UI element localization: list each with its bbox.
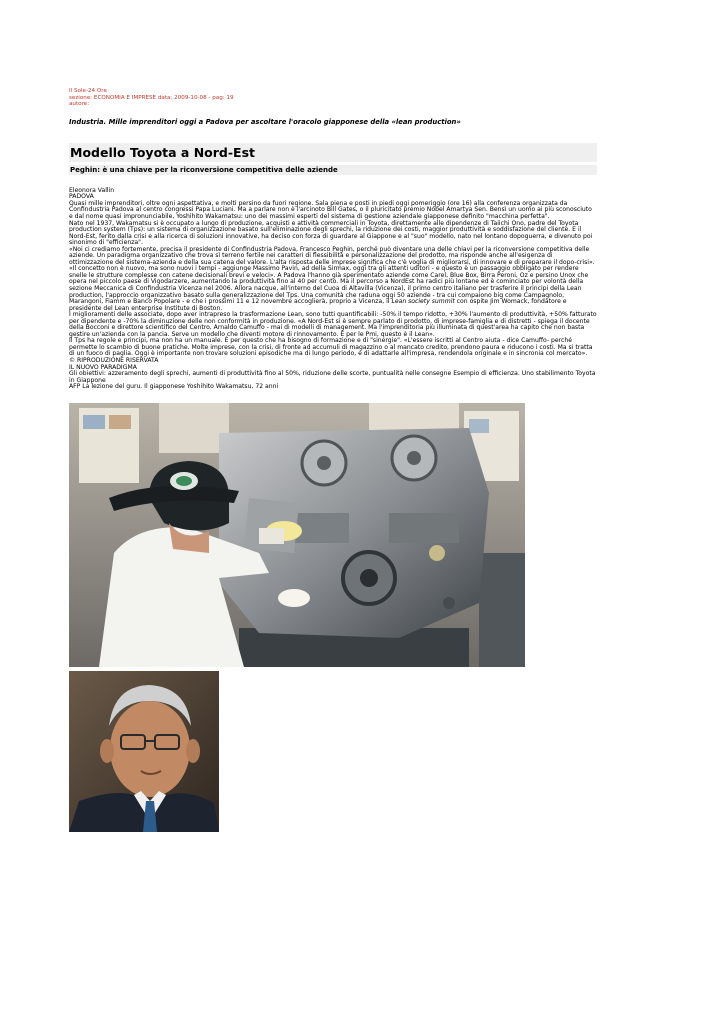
meta-author: autore: — [69, 101, 90, 108]
photo-portrait-wakamatsu — [69, 671, 219, 832]
article-subtitle: Peghin: è una chiave per la riconversione competitiva delle aziende — [69, 165, 597, 175]
photo-factory-engine-assembly — [69, 403, 525, 667]
paragraph: Il Tps ha regole e principi, ma non ha un manuale. È per questo che ha bisogno di formazione e di "sinergie". «L'essere iscritti al Centro aiuta - dice Camuffo- perché permette lo scambio di buone pratiche. Molte imprese, con la crisi, di fronte ad accumuli di magazzino o al mancato credito, prendono paura e riducono i costi. Ma si tratta di un fuoco di paglia. Oggi è importante non trovare soluzioni episodiche ma di lungo periodo, e di adattarle all'impresa, rendendola originale e in sincronia col mercato». — [69, 337, 593, 358]
paragraph: Nato nel 1937, Wakamatsu si è occupato a lungo di produzione, acquisti e attività commerciali in Toyota, direttamente alle dipendenze di Taiichi Ono, padre del Toyota production system (Tps): un sistema di organizzazione basato sull'eliminazione degli sprechi, la riduzione dei costi, maggior produttività e soddisfazione del cliente. E il Nord-Est, ferito dalla crisi e alla ricerca di soluzioni innovative, ha deciso con forza di guardare al Giappone e al "suo" modello, nato nel lontano dopoguerra, e divenuto poi sinonimo di "efficienza". — [69, 219, 593, 247]
box-heading: IL NUOVO PARADIGMA — [69, 363, 137, 371]
paragraph: I miglioramenti delle associate, dopo aver intrapreso la trasformazione Lean, sono tutti quantificabili: -50% il tempo ridotto, +30% l'aumento di produttività, +50% fatturato per dipendente e -70% la diminuzione delle non conformità in produzione. «A Nord-Est si è sempre parlato di prodotto, di imprese-famiglia e di distretti - spiega il docente della Bocconi e direttore scientifico del Centro, Arnaldo Camuffo - mai di modelli di management. Ma l'imprenditoria più illuminata di quest'area ha capito che non basta gestire un'azienda con la pancia. Serve un modello che diventi motore di rinnovamento. È per le Pmi, questo è il Lean». — [69, 311, 597, 338]
meta-source: Il Sole-24 Ore — [69, 88, 107, 94]
paragraph: Quasi mille imprenditori, oltre ogni aspettativa, e molti persino da fuori regione. Sala piena e posti in piedi oggi pomeriggio (ore 16) alla conferenza organizzata da Confindustria Padova al centro congressi Papa Luciani. Ma a parlare non è l'arcinoto Bill Gates, o il pluricitato premio Nobel Amartya Sen. Bensì un uomo ai più sconosciuto e dal nome quasi impronunciabile, Yoshihito Wakamatsu: uno dei massimi esperti del sistema di gestione aziendale giapponese definito "macchina perfetta". — [69, 199, 592, 220]
article-kicker: Industria. Mille imprenditori oggi a Padova per ascoltare l'oracolo giapponese della «lean production» — [69, 117, 461, 126]
photo-caption: AFP La lezione del guru. Il giapponese Yoshihito Wakamatsu, 72 anni — [69, 383, 279, 391]
copyright-line: © RIPRODUZIONE RISERVATA — [69, 357, 159, 364]
meta-section: sezione: ECONOMIA E IMPRESE data: 2009-10-08 - pag: 19 — [69, 94, 234, 101]
article-meta — [69, 88, 597, 108]
byline: Eleonora Vallin — [69, 186, 115, 194]
article-title: Modello Toyota a Nord-Est — [69, 143, 597, 162]
dateline: PADOVA — [69, 193, 94, 201]
box-text: Gli obiettivi: azzeramento degli sprechi, aumenti di produttività fino al 50%, riduzione delle scorte, puntualità nelle consegne Esempio di efficienza. Uno stabilimento Toyota in Giappone — [69, 370, 596, 384]
article — [69, 88, 597, 391]
paragraph: «Noi ci crediamo fortemente, precisa il presidente di Confindustria Padova, Francesco Peghin, perché può diventare una delle chiavi per la riconversione competitiva delle aziende. Un paradigma organizzativo che trova sì terreno fertile nei caratteri di flessibilità e personalizzazione del prodotto, ma risponde anche all'esigenza di ottimizzazione del sistema-azienda e della sua catena del valore. L'alta risposta delle imprese significa che c'è voglia di migliorarsi, di innovare e di preparare il dopo-crisi». — [69, 245, 595, 266]
article-body — [69, 188, 597, 391]
paragraph: «Il concetto non è nuovo, ma sono nuovi i tempi - aggiunge Massimo Pavin, ad della Sirmax, oggi tra gli attenti uditori - e questo è un passaggio obbligato per rendere snelle le strutture complesse con catene decisionali brevi e veloci». A Padova l'hanno già sperimentato aziende come Carel, Blue Box, Birra Peroni, Oz e persino Unox che opera nel piccolo paese di Vigodarzere, aumentando la produttività fino al 40 per cento. Ma il percorso a NordEst ha radici più lontane ed è cominciato per volontà della sezione Meccanica di Confindustria Vicenza nel 2006. Allora nacque, all'interno del Cuoa di Altavilla (Vicenza), il primo centro italiano per trasferire il principi della Lean production, l'approccio organizzativo basato sulla generalizzazione del Tps. Una comunità che raduna oggi 50 aziende - tra cui compaiono big come Campagnolo, Marangoni, Fiamm e Banco Popolare - e che i prossimi 11 e 12 novembre accoglierà, proprio a Vicenza, il Lean society summit con ospite Jim Womack, fondatore e presidente del Lean enterprise Institute di Boston. — [69, 265, 589, 312]
